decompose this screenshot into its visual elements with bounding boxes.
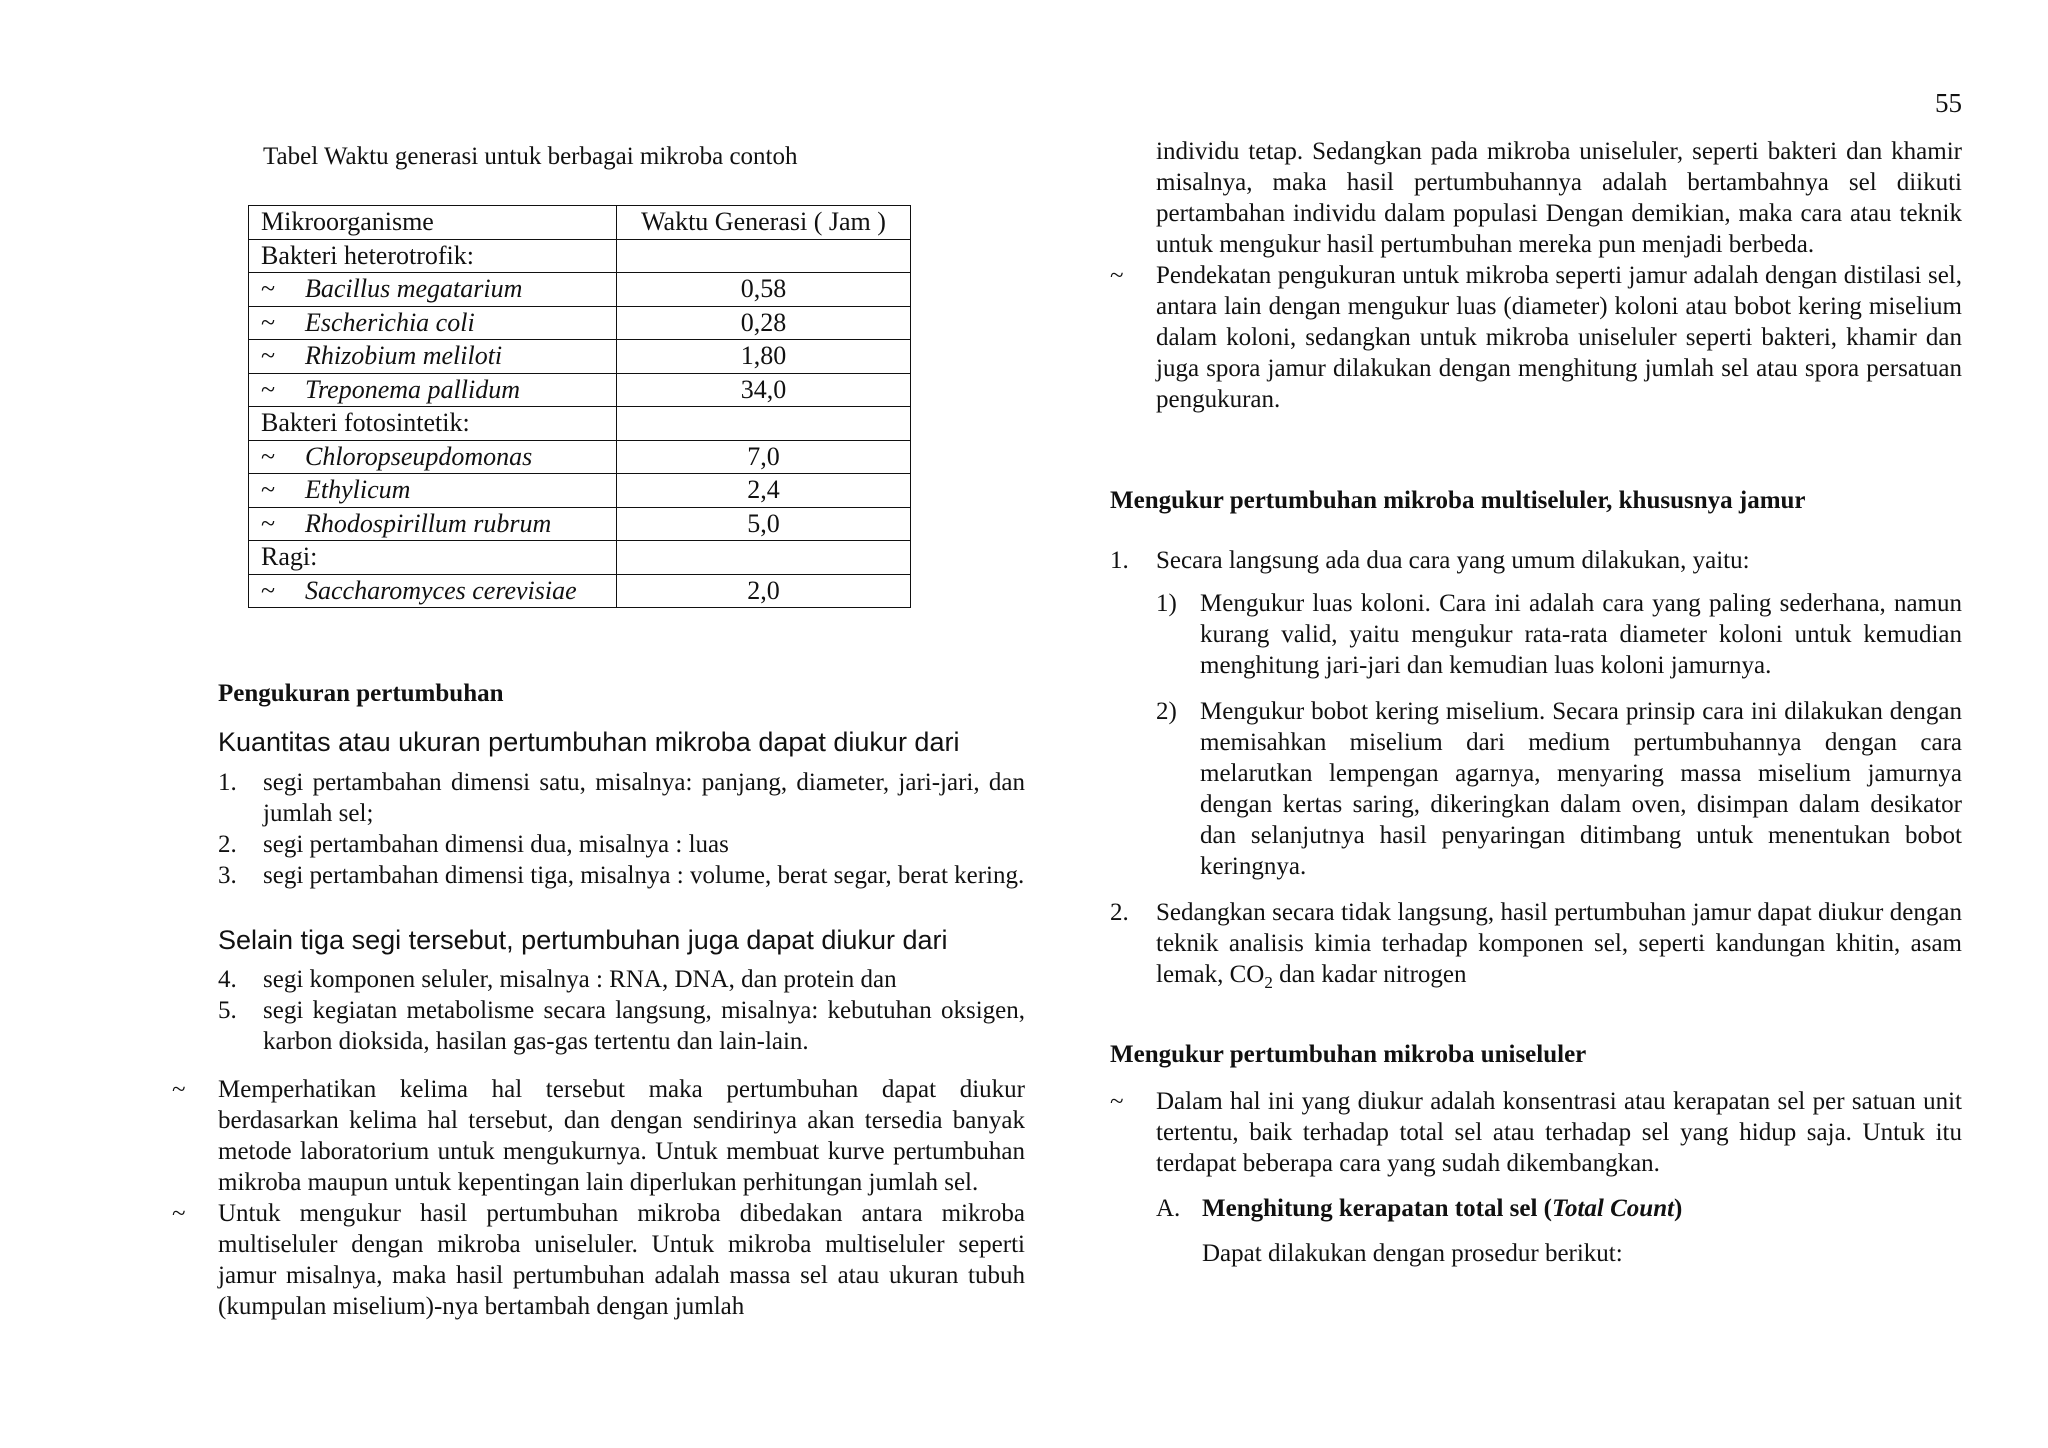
bullet-paragraph (1110, 1086, 1962, 1179)
section-heading-pengukuran: Pengukuran pertumbuhan (218, 680, 504, 707)
table-header-cell: Mikroorganisme (249, 206, 617, 240)
table-species-cell (249, 507, 617, 541)
species-name: Treponema pallidum (305, 374, 520, 404)
group-label: Ragi: (261, 542, 318, 572)
sub-list-text: Mengukur bobot kering miselium. Secara prinsip cara ini dilakukan dengan memisahkan miselium dari medium pertumbuhannya dengan cara melarutkan lempengan agarnya, menyaring massa miselium jamurnya dengan kertas saring, dikeringkan dalam oven, disimpan dalam desikator dan selanjutnya hasil penyaringan ditimbang untuk menentukan bobot keringnya. (1200, 698, 1962, 880)
tilde-bullet: ~ (261, 441, 276, 471)
section-a-text: Dapat dilakukan dengan prosedur berikut: (1202, 1240, 1623, 1267)
bullet-paragraph (1110, 260, 1962, 415)
table-caption: Tabel Waktu generasi untuk berbagai mikroba contoh (263, 143, 798, 170)
table-group-cell (249, 407, 617, 441)
table-row (249, 507, 911, 541)
intro-text-1: Kuantitas atau ukuran pertumbuhan mikroba dapat diukur dari (218, 727, 960, 757)
tilde-bullet: ~ (261, 374, 276, 404)
list-text: segi pertambahan dimensi dua, misalnya : luas (263, 831, 729, 858)
table-species-cell (249, 574, 617, 608)
tilde-bullet: ~ (261, 475, 276, 505)
list-text: segi kegiatan metabolisme secara langsung, misalnya: kebutuhan oksigen, karbon dioksida, hasilan gas-gas tertentu dan lain-lain. (263, 997, 1025, 1055)
generation-time-value: 0,58 (617, 273, 911, 307)
list-item (218, 964, 1025, 995)
unicellular-section (1110, 1086, 1962, 1269)
table-row (249, 306, 911, 340)
table-species-cell (249, 474, 617, 508)
page-number: 55 (1935, 88, 1962, 118)
sub-list-number: 2) (1156, 698, 1177, 725)
list-number: 1. (218, 769, 237, 796)
intro-text-2: Selain tiga segi tersebut, pertumbuhan juga dapat diukur dari (218, 925, 948, 955)
section-a-title: Menghitung kerapatan total sel ( (1202, 1195, 1552, 1222)
group-label: Bakteri heterotrofik: (261, 240, 474, 270)
generation-time-value (617, 239, 911, 273)
species-name: Chloropseupdomonas (305, 441, 533, 471)
species-name: Rhodospirillum rubrum (305, 508, 552, 538)
tilde-bullet: ~ (172, 1076, 186, 1103)
list-text: Secara langsung ada dua cara yang umum dilakukan, yaitu: (1156, 547, 1750, 574)
tilde-bullet: ~ (1110, 262, 1124, 289)
list-text: Sedangkan secara tidak langsung, hasil pertumbuhan jamur dapat diukur dengan teknik analisis kimia terhadap komponen sel, seperti kandungan khitin, asam lemak, CO (1156, 899, 1962, 988)
list-number: 2. (1110, 899, 1129, 926)
tilde-bullet: ~ (261, 274, 276, 304)
bullet-text: Pendekatan pengukuran untuk mikroba seperti jamur adalah dengan distilasi sel, antara lain dengan mengukur luas (diameter) koloni atau bobot kering miselium dalam koloni, sedangkan untuk mikroba uniseluler seperti bakteri, khamir dan juga spora jamur dilakukan dengan menghitung jumlah sel atau spora persatuan pengukuran. (1156, 262, 1962, 413)
list-text-end: dan kadar nitrogen (1272, 961, 1467, 988)
list-number: 2. (218, 831, 237, 858)
table-row (249, 340, 911, 374)
section-a-letter: A. (1156, 1195, 1181, 1222)
tilde-bullet: ~ (1110, 1088, 1124, 1115)
table-species-cell (249, 373, 617, 407)
table-species-cell (249, 340, 617, 374)
generation-time-value: 5,0 (617, 507, 911, 541)
table-header-cell: Waktu Generasi ( Jam ) (617, 206, 911, 240)
tilde-bullet: ~ (261, 341, 276, 371)
table-row (249, 440, 911, 474)
list-item (1110, 545, 1962, 576)
tilde-bullet: ~ (261, 575, 276, 605)
list-item (218, 767, 1025, 829)
species-name: Saccharomyces cerevisiae (305, 575, 577, 605)
species-name: Bacillus megatarium (305, 274, 523, 304)
list-number: 5. (218, 997, 237, 1024)
species-name: Ethylicum (305, 475, 411, 505)
bullet-paragraph (172, 1074, 1025, 1198)
section-a-title-italic: Total Count (1552, 1195, 1675, 1222)
list-number: 3. (218, 862, 237, 889)
table-row (249, 239, 911, 273)
table-row (249, 407, 911, 441)
table-row (249, 574, 911, 608)
species-name: Escherichia coli (305, 307, 475, 337)
bullet-text: Memperhatikan kelima hal tersebut maka pertumbuhan dapat diukur berdasarkan kelima hal tersebut, dan dengan sendirinya akan tersedia banyak metode laboratorium untuk mengukurnya. Untuk membuat kurve pertumbuhan mikroba maupun untuk kepentingan lain diperlukan perhitungan jumlah sel. (218, 1076, 1025, 1196)
table-group-cell (249, 541, 617, 575)
generation-time-value: 1,80 (617, 340, 911, 374)
table-header-row (249, 206, 911, 240)
bullet-text: Dalam hal ini yang diukur adalah konsentrasi atau kerapatan sel per satuan unit tertentu, baik terhadap total sel atau terhadap sel yang hidup saja. Untuk itu terdapat beberapa cara yang sudah dikembangkan. (1156, 1088, 1962, 1177)
subscript: 2 (1264, 973, 1273, 992)
table-group-cell (249, 239, 617, 273)
generation-time-value: 0,28 (617, 306, 911, 340)
section-a-title-close: ) (1674, 1195, 1683, 1222)
table-species-cell (249, 273, 617, 307)
generation-time-table (248, 205, 911, 608)
list-text: segi komponen seluler, misalnya : RNA, DNA, dan protein dan (263, 966, 897, 993)
continuation-paragraph: individu tetap. Sedangkan pada mikroba uniseluler, seperti bakteri dan khamir misalnya, maka hasil pertumbuhannya adalah bertambahnya sel diikuti pertambahan individu dalam populasi Dengan demikian, maka cara atau teknik untuk mengukur hasil pertumbuhan mereka pun menjadi berbeda. (1156, 138, 1962, 258)
list-text: segi pertambahan dimensi satu, misalnya: panjang, diameter, jari-jari, dan jumlah sel; (263, 769, 1025, 827)
multicellular-list (1110, 545, 1962, 990)
bullet-text: Untuk mengukur hasil pertumbuhan mikroba dibedakan antara mikroba multiseluler dengan mikroba uniseluler. Untuk mikroba multiseluler seperti jamur misalnya, maka hasil pertumbuhan adalah massa sel atau ukuran tubuh (kumpulan miselium)-nya bertambah dengan jumlah (218, 1200, 1025, 1320)
sub-list-number: 1) (1156, 590, 1177, 617)
tilde-bullet: ~ (261, 307, 276, 337)
sub-list-item (1156, 588, 1962, 681)
bullet-paragraph (172, 1198, 1025, 1322)
section-heading-multiseluler: Mengukur pertumbuhan mikroba multiseluler, khususnya jamur (1110, 487, 1806, 514)
list-item (218, 995, 1025, 1057)
table-row (249, 373, 911, 407)
list-item (1110, 897, 1962, 990)
tilde-bullet: ~ (172, 1200, 186, 1227)
section-a-heading (1156, 1193, 1962, 1224)
tilde-bullet: ~ (261, 508, 276, 538)
generation-time-value (617, 407, 911, 441)
generation-time-value: 34,0 (617, 373, 911, 407)
generation-time-value: 2,0 (617, 574, 911, 608)
generation-time-value (617, 541, 911, 575)
table-row (249, 541, 911, 575)
list-number: 1. (1110, 547, 1129, 574)
measurement-list-1 (218, 767, 1025, 891)
sub-list (1110, 588, 1962, 882)
group-label: Bakteri fotosintetik: (261, 408, 470, 438)
generation-time-value: 2,4 (617, 474, 911, 508)
list-item (218, 860, 1025, 891)
sub-list-item (1156, 696, 1962, 882)
generation-time-value: 7,0 (617, 440, 911, 474)
table-species-cell (249, 440, 617, 474)
list-text: segi pertambahan dimensi tiga, misalnya : volume, berat segar, berat kering. (263, 862, 1025, 889)
list-number: 4. (218, 966, 237, 993)
list-item (218, 829, 1025, 860)
species-name: Rhizobium meliloti (305, 341, 503, 371)
sub-list-text: Mengukur luas koloni. Cara ini adalah cara yang paling sederhana, namun kurang valid, yaitu mengukur rata-rata diameter koloni untuk kemudian menghitung jari-jari dan kemudian luas koloni jamurnya. (1200, 590, 1962, 679)
table-row (249, 474, 911, 508)
right-column (1110, 136, 1962, 415)
section-heading-uniseluler: Mengukur pertumbuhan mikroba uniseluler (1110, 1041, 1587, 1068)
left-bullet-list (172, 1074, 1025, 1322)
measurement-list-2 (218, 964, 1025, 1057)
table-row (249, 273, 911, 307)
table-species-cell (249, 306, 617, 340)
